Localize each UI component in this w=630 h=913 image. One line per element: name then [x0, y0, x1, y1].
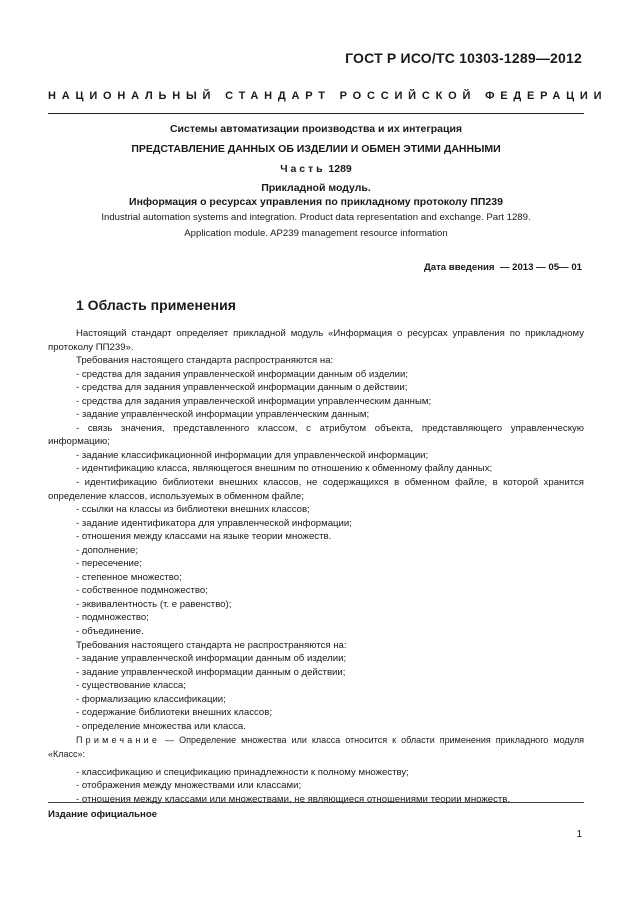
list-item: - средства для задания управленческой информации данным об изделии;	[76, 368, 409, 380]
list-item: - объединение.	[76, 626, 144, 638]
note-text: — Определение множества или класса относится к области применения прикладного модуля «Класс»:	[48, 735, 584, 759]
note-list-item: - отображения между множествами или классами;	[76, 780, 302, 792]
note-list-item: - классификацию и спецификацию принадлежности к полному множеству;	[76, 766, 409, 778]
list-item: - определение множества или класса.	[76, 720, 246, 732]
list-item: - содержание библиотеки внешних классов;	[76, 707, 272, 719]
list-item: - задание управленческой информации данным об изделии;	[76, 653, 347, 665]
national-standard-heading: НАЦИОНАЛЬНЫЙ СТАНДАРТ РОССИЙСКОЙ ФЕДЕРАЦИИ	[48, 90, 608, 102]
title-main: ПРЕДСТАВЛЕНИЕ ДАННЫХ ОБ ИЗДЕЛИИ И ОБМЕН ЭТИМИ ДАННЫМИ	[131, 143, 501, 155]
list-item: - идентификацию класса, являющегося внешним по отношению к обменному файлу данных;	[76, 463, 493, 475]
page-number: 1	[576, 829, 582, 840]
introduction-date: Дата введения — 2013 — 05— 01	[423, 262, 582, 273]
english-title-line2: Application module. AP239 management resource information	[184, 228, 448, 239]
list-item: - связь значения, представленного классом, с атрибутом объекта, представляющего управленческую информацию;	[48, 422, 584, 448]
list-item: - идентификацию библиотеки внешних классов, не содержащихся в обменном файле, в которой хранится определение классов, используемых в обменном файле;	[48, 477, 584, 502]
paragraph: Требования настоящего стандарта распространяются на:	[76, 355, 334, 367]
footer-divider	[48, 802, 584, 803]
header-divider	[48, 113, 584, 114]
edition-label: Издание официальное	[48, 809, 158, 820]
list-item: - задание идентификатора для управленческой информации;	[76, 517, 352, 529]
title-module-line2: Информация о ресурсах управления по прикладному протоколу ПП239	[129, 196, 503, 208]
title-block	[48, 119, 584, 241]
list-item: - пересечение;	[76, 558, 142, 570]
english-title-line1: Industrial automation systems and integration. Product data representation and exchange. Part 1289.	[101, 212, 531, 223]
title-series: Системы автоматизации производства и их интеграция	[169, 123, 463, 135]
section-title: 1 Область применения	[76, 297, 236, 313]
list-item: - дополнение;	[76, 544, 139, 556]
list-item: - отношения между классами на языке теории множеств.	[76, 531, 332, 543]
list-item: - собственное подмножество;	[76, 585, 208, 597]
list-item: - ссылки на классы из библиотеки внешних классов;	[76, 504, 310, 516]
list-item: - подмножество;	[76, 612, 149, 624]
list-item: - задание классификационной информации для управленческой информации;	[76, 449, 429, 461]
paragraph: Настоящий стандарт определяет прикладной модуль «Информация о ресурсах управления по прикладному протоколу ПП239».	[48, 328, 584, 353]
gost-code: ГОСТ Р ИСО/ТС 10303-1289—2012	[345, 50, 582, 66]
list-item: - задание управленческой информации управленческим данным;	[76, 409, 370, 421]
section-body	[48, 327, 584, 806]
note-list-item: - отношения между классами или множествами, не являющиеся отношениями теории множеств.	[76, 793, 511, 805]
title-part: Ч а с т ь 1289	[280, 163, 352, 175]
note	[48, 734, 584, 761]
list-item: - степенное множество;	[76, 571, 182, 583]
paragraph: Требования настоящего стандарта не распространяются на:	[76, 639, 347, 651]
list-item: - средства для задания управленческой информации управленческим данным;	[76, 395, 432, 407]
list-item: - эквивалентность (т. е равенство);	[76, 598, 232, 610]
list-item: - формализацию классификации;	[76, 693, 226, 705]
title-module-line1: Прикладной модуль.	[261, 182, 371, 194]
list-item: - существование класса;	[76, 680, 186, 692]
list-item: - задание управленческой информации данным о действии;	[76, 666, 346, 678]
note-label: Примечание	[76, 735, 161, 746]
list-item: - средства для задания управленческой информации данным о действии;	[76, 382, 408, 394]
